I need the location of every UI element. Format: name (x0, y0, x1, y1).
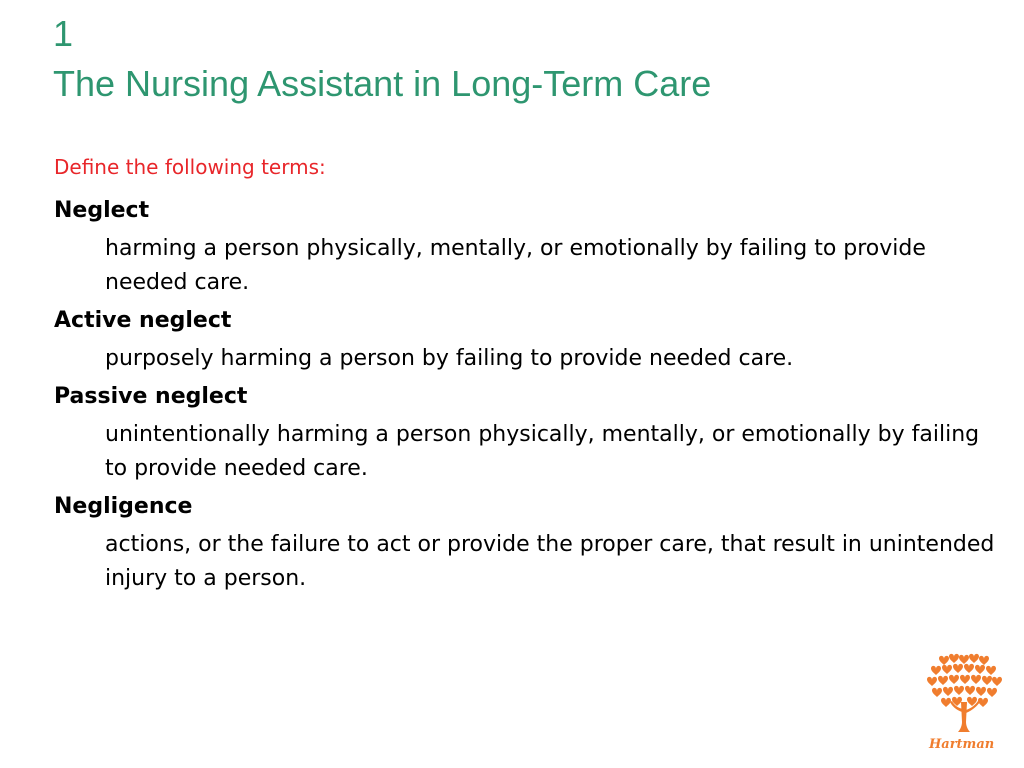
chapter-number: 1 (53, 13, 74, 54)
logo-text: Hartman (929, 737, 995, 752)
instruction-text: Define the following terms: (54, 155, 326, 179)
definition-active-neglect: purposely harming a person by failing to provide needed care. (105, 346, 794, 371)
definition-passive-neglect: unintentionally harming a person physically, mentally, or emotionally by failing to provide needed care. (105, 422, 980, 481)
term-negligence: Negligence (54, 494, 193, 519)
definition-neglect: harming a person physically, mentally, or emotionally by failing to provide needed care. (105, 236, 926, 295)
term-active-neglect: Active neglect (54, 308, 232, 333)
term-passive-neglect: Passive neglect (54, 384, 248, 409)
chapter-title: The Nursing Assistant in Long-Term Care (53, 63, 712, 104)
definition-negligence: actions, or the failure to act or provide the proper care, that result in unintended injury to a person. (105, 532, 995, 591)
terms-list (54, 196, 1014, 602)
term-neglect: Neglect (54, 198, 150, 223)
